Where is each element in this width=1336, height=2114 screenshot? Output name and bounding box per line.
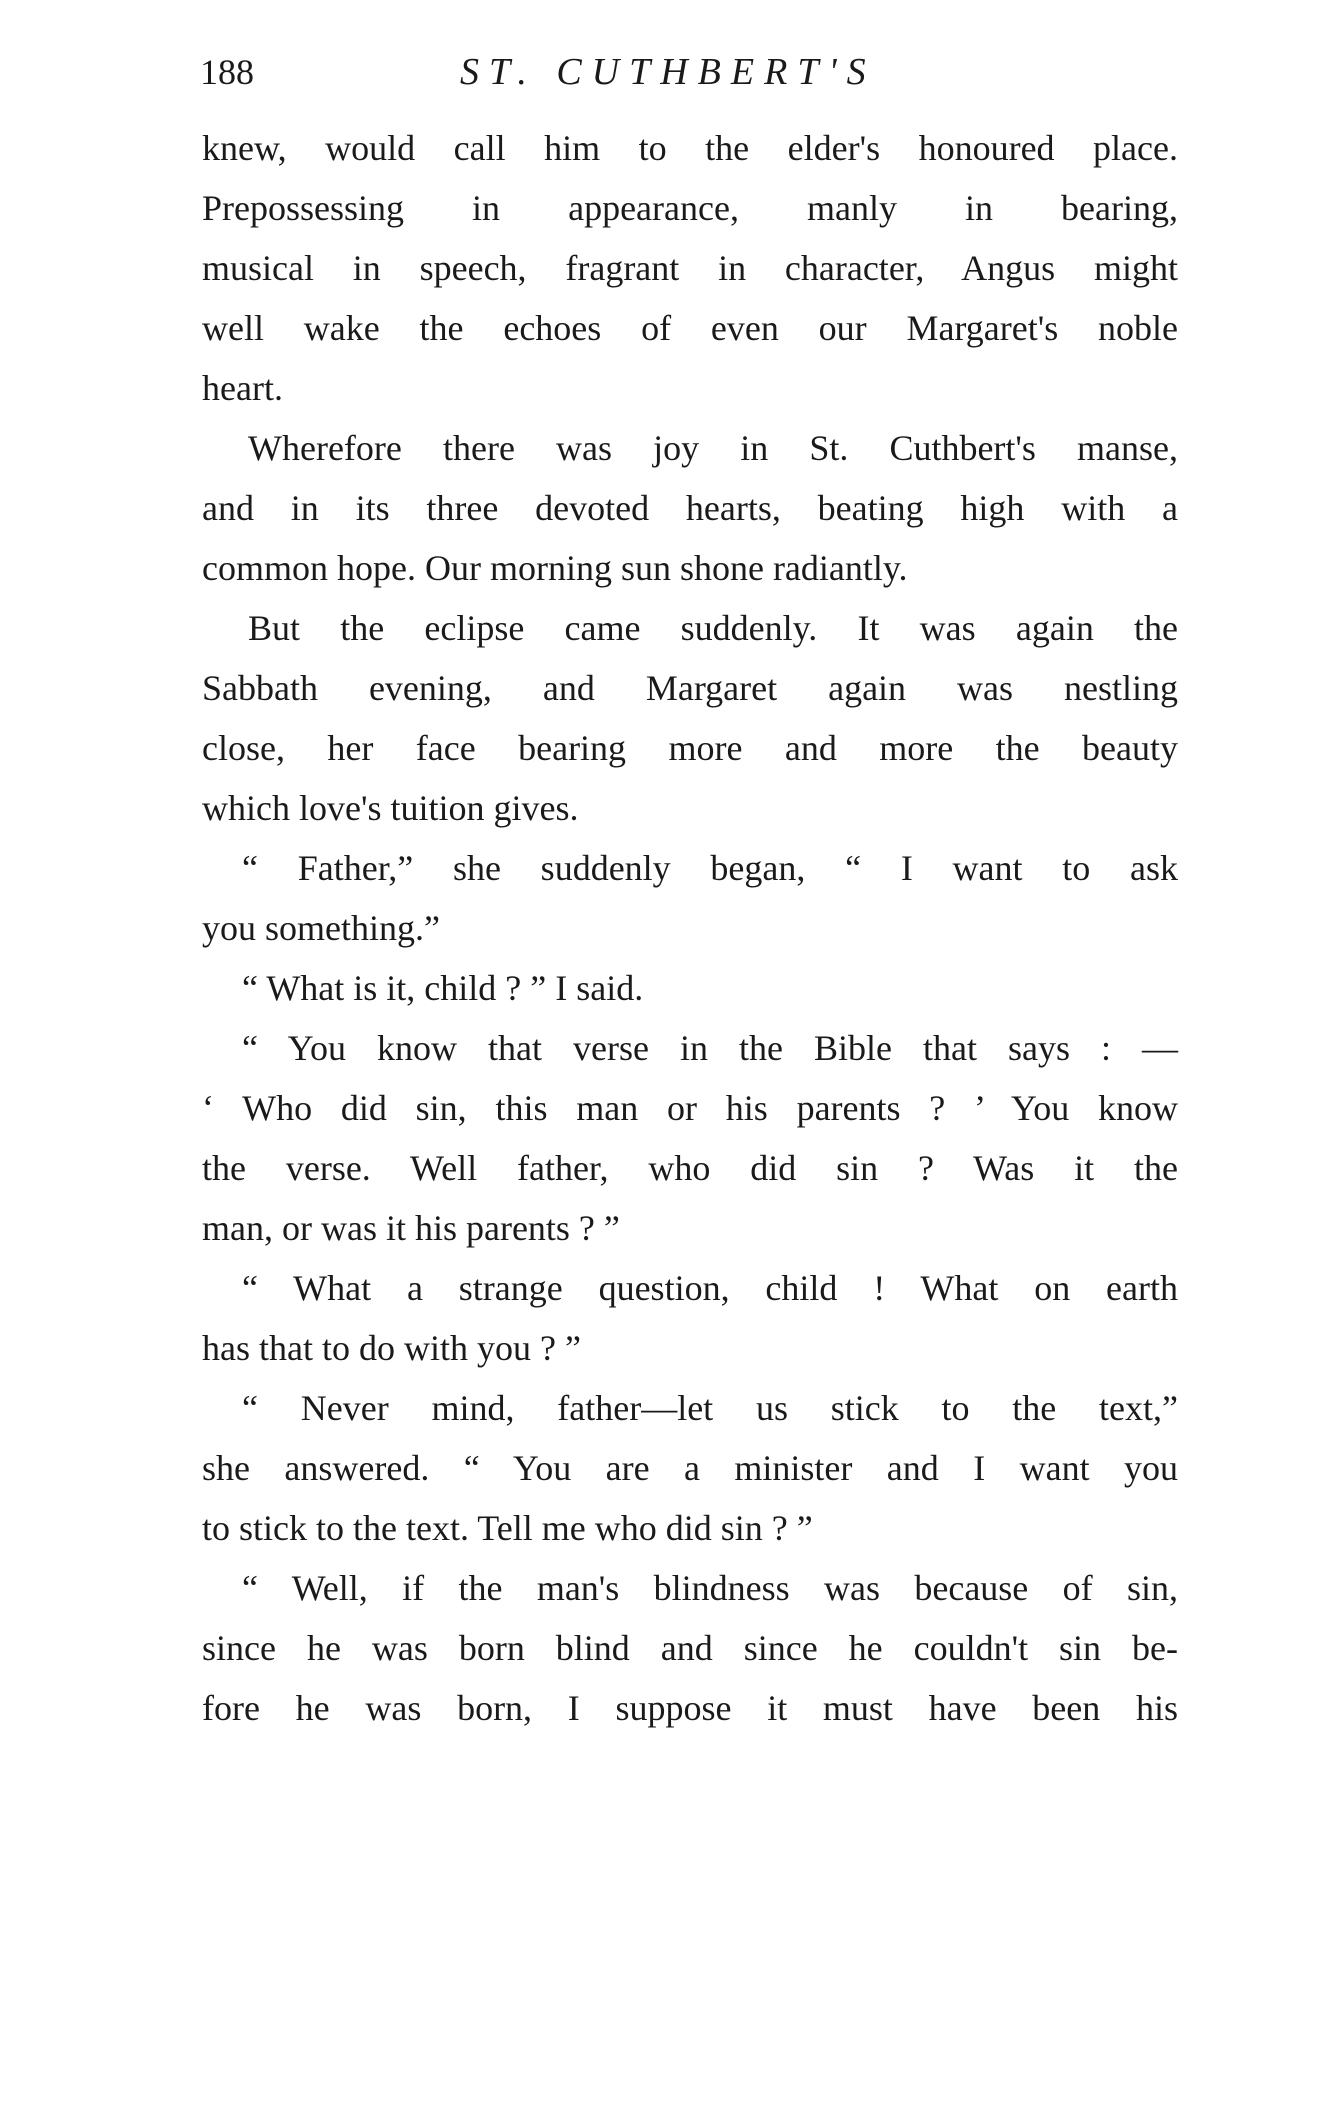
text-line: and in its three devoted hearts, beating high with a [202, 488, 1178, 528]
text-line: to stick to the text. Tell me who did sin ? ” [202, 1508, 813, 1548]
text-line: “ You know that verse in the Bible that says : — [242, 1028, 1178, 1068]
text-line: Wherefore there was joy in St. Cuthbert's manse, [248, 428, 1178, 468]
text-line: since he was born blind and since he couldn't sin be- [202, 1628, 1178, 1668]
text-line: “ Never mind, father—let us stick to the text,” [242, 1388, 1178, 1428]
text-line: “ What a strange question, child ! What on earth [242, 1268, 1178, 1308]
body-text [202, 118, 1178, 1738]
text-line: common hope. Our morning sun shone radiantly. [202, 548, 908, 588]
text-line: Prepossessing in appearance, manly in bearing, [202, 188, 1178, 228]
text-line: But the eclipse came suddenly. It was again the [248, 608, 1178, 648]
text-line: she answered. “ You are a minister and I want you [202, 1448, 1178, 1488]
running-title: ST. CUTHBERT'S [460, 51, 876, 93]
text-line: “ What is it, child ? ” I said. [242, 968, 644, 1008]
running-head [200, 42, 1200, 102]
text-line: musical in speech, fragrant in character, Angus might [202, 248, 1178, 288]
text-line: has that to do with you ? ” [202, 1328, 581, 1368]
text-line: ‘ Who did sin, this man or his parents ? ’ You know [202, 1088, 1178, 1128]
text-line: knew, would call him to the elder's honoured place. [202, 128, 1178, 168]
text-line: man, or was it his parents ? ” [202, 1208, 620, 1248]
text-line: which love's tuition gives. [202, 788, 579, 828]
text-line: “ Well, if the man's blindness was because of sin, [242, 1568, 1178, 1608]
text-line: well wake the echoes of even our Margaret's noble [202, 308, 1178, 348]
text-line: you something.” [202, 908, 440, 948]
text-line: Sabbath evening, and Margaret again was nestling [202, 668, 1178, 708]
text-line: the verse. Well father, who did sin ? Was it the [202, 1148, 1178, 1188]
text-line: heart. [202, 368, 283, 408]
page-number: 188 [200, 52, 254, 92]
text-line: fore he was born, I suppose it must have been his [202, 1688, 1178, 1728]
text-line: “ Father,” she suddenly began, “ I want to ask [242, 848, 1178, 888]
text-line: close, her face bearing more and more the beauty [202, 728, 1178, 768]
